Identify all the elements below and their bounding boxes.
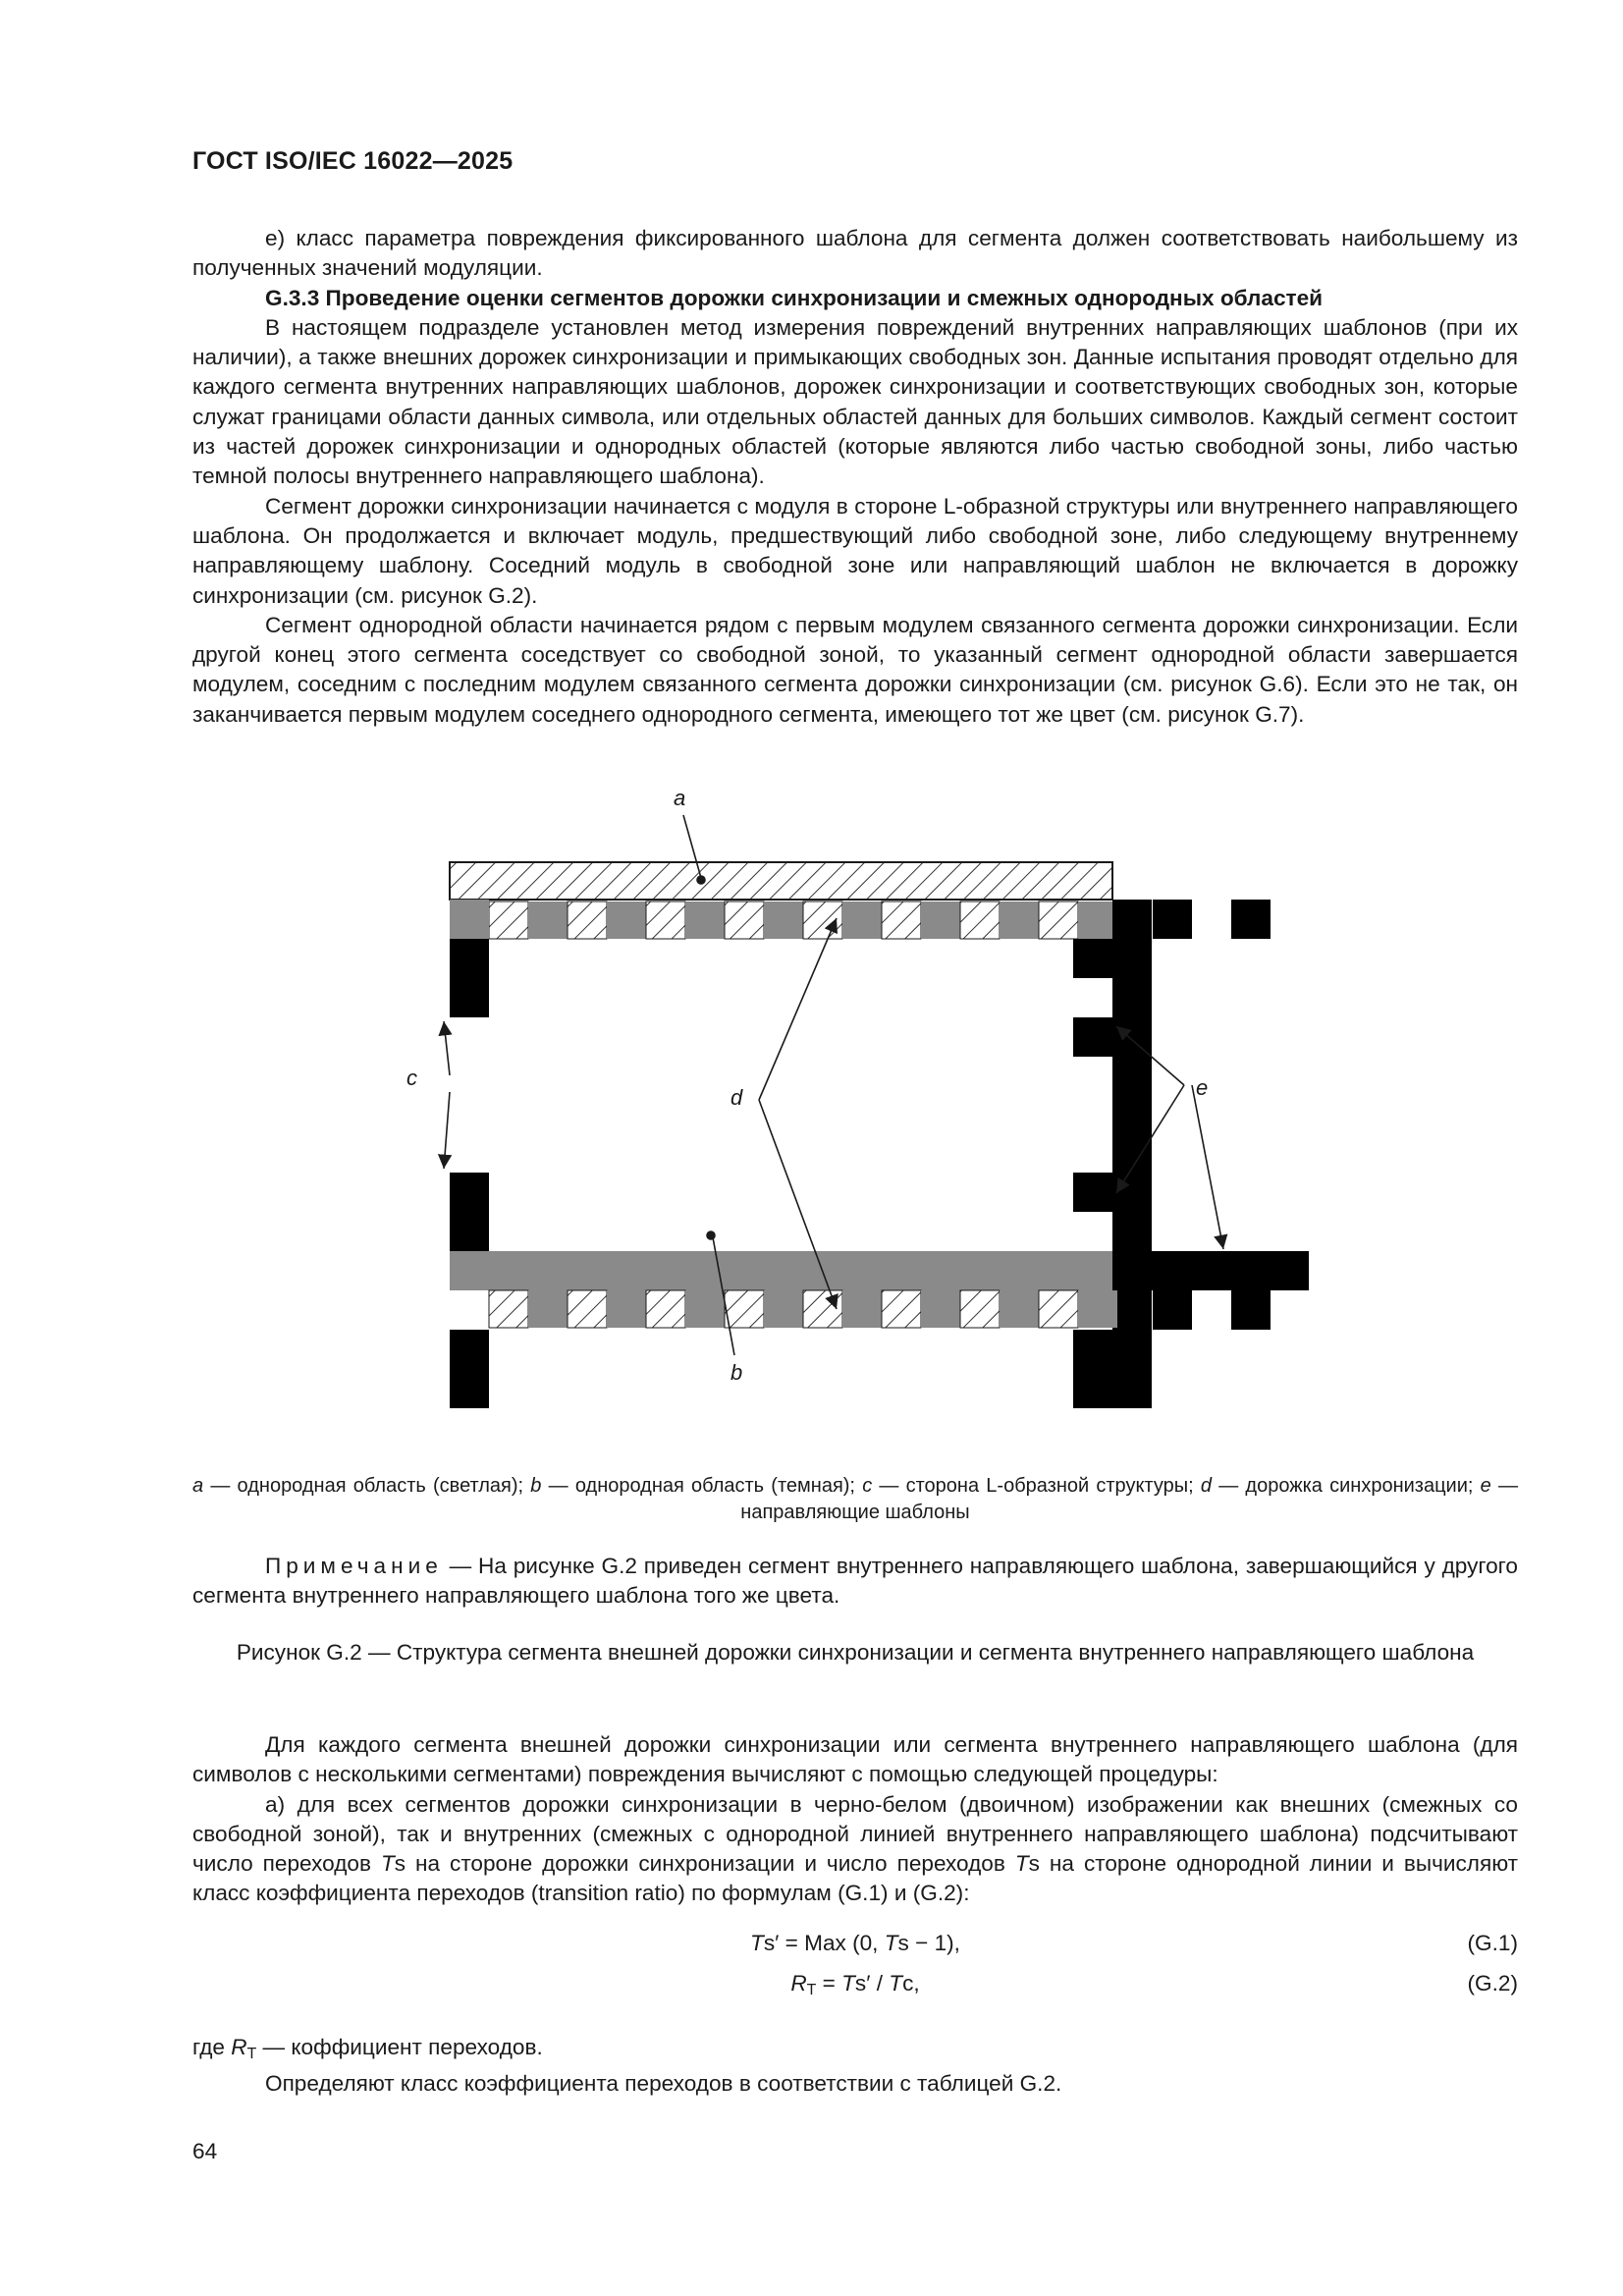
legend-text-b: — однородная область (темная); — [541, 1475, 863, 1497]
step-a-ts1: T — [380, 1851, 395, 1877]
timing-module — [607, 1290, 646, 1328]
paragraph-step-a — [192, 1790, 1518, 1909]
guide-tooth — [1073, 1173, 1112, 1212]
paragraph-procedure: Для каждого сегмента внешней дорожки синхронизации или сегмента внутреннего направляющего шаблона (для символов с несколькими сегментами) повреждения вычисляют с помощью следующей процедуры: — [192, 1732, 1518, 1787]
timing-module — [1039, 1290, 1078, 1328]
timing-module — [921, 902, 960, 939]
formula-g1-number: (G.1) — [1467, 1931, 1518, 1955]
timing-module — [1078, 902, 1117, 939]
paragraph-final: Определяют класс коэффициента переходов в соответствии с таблицей G.2. — [265, 2071, 1062, 2097]
legend-text-a: — однородная область (светлая); — [203, 1475, 531, 1497]
isolated-modules — [1153, 900, 1271, 939]
timing-module — [607, 902, 646, 939]
g1-T2: T — [884, 1931, 898, 1955]
g2-R: R — [790, 1971, 807, 1995]
g1-T: T — [750, 1931, 764, 1955]
paragraph-e: е) класс параметра повреждения фиксированного шаблона для сегмента должен соответствовать наибольшему из полученных значений модуляции. — [192, 226, 1518, 281]
l-side-top — [450, 900, 489, 1017]
label-a: a — [674, 786, 686, 810]
formula-g2-number: (G.2) — [1467, 1971, 1518, 1995]
paragraph-timing-segment: Сегмент дорожки синхронизации начинается с модуля в стороне L-образной структуры или внутреннего направляющего шаблона. Он продолжается и включает модуль, предшествующий либо свободной зоне, либо следующему внутреннему направляющему шаблону. Соседний модуль в свободной зоне или направляющий шаблон не включается в дорожку синхронизации (см. рисунок G.2). — [192, 493, 1518, 608]
timing-module — [568, 902, 607, 939]
timing-module — [685, 1290, 725, 1328]
timing-module — [764, 902, 803, 939]
l-side-bottom — [450, 1173, 489, 1408]
where-text: — коффициент переходов. — [256, 2035, 543, 2059]
timing-module — [921, 1290, 960, 1328]
closing-text — [192, 2033, 1518, 2100]
where-line — [192, 2033, 1518, 2069]
legend-key-b: b — [530, 1475, 542, 1497]
guide-tooth — [1073, 939, 1112, 978]
legend-key-c: c — [862, 1475, 873, 1497]
timing-module — [882, 902, 921, 939]
figure-g2 — [192, 776, 1518, 1453]
g2-T2: T — [889, 1971, 903, 1995]
legend-key-a: a — [192, 1475, 204, 1497]
label-c: c — [406, 1066, 417, 1090]
page-number: 64 — [192, 2139, 218, 2163]
g1-body: s′ = Max (0, — [763, 1931, 885, 1955]
step-a-part1: а) для всех сегментов дорожки синхронизации в черно-белом (двоичном) изображении как внешних (смежных со свободной зоной), так и внутренних (смежных с однородной линией внутреннего направляющего шаблона) подсчитывают число переходов — [192, 1791, 1518, 1877]
legend-text-e: — направляющие шаблоны — [740, 1475, 1518, 1523]
bottom-timing-track — [489, 1290, 1117, 1328]
guide-tooth — [1073, 1330, 1112, 1369]
figure-legend — [192, 1473, 1518, 1526]
formula-g1 — [192, 1931, 1518, 1962]
timing-module — [882, 1290, 921, 1328]
timing-module — [568, 1290, 607, 1328]
where-R: R — [231, 2035, 247, 2059]
timing-module — [725, 1290, 764, 1328]
legend-text-d: — дорожка синхронизации; — [1211, 1475, 1481, 1497]
timing-module — [842, 902, 882, 939]
g2-eq: = — [816, 1971, 842, 1995]
section-title: G.3.3 Проведение оценки сегментов дорожки синхронизации и смежных однородных областей — [265, 285, 1324, 310]
g2-T: T — [841, 1971, 855, 1995]
timing-module — [1039, 902, 1078, 939]
light-uniform-area — [450, 862, 1112, 900]
figure-caption — [192, 1638, 1518, 1667]
timing-module — [1000, 1290, 1039, 1328]
procedure-text — [192, 1730, 1518, 1909]
timing-module — [489, 1290, 528, 1328]
right-guide-pattern — [1073, 900, 1152, 1408]
timing-module — [960, 1290, 1000, 1328]
figure-note — [192, 1552, 1518, 1612]
note-text: — На рисунке G.2 приведен сегмент внутреннего направляющего шаблона, завершающийся у другого сегмента внутреннего направляющего шаблона того же цвета. — [192, 1554, 1518, 1609]
paragraph-method: В настоящем подразделе установлен метод измерения повреждений внутренних направляющих шаблонов (при их наличии), а также внешних дорожек синхронизации и примыкающих свободных зон. Данные испытания проводят отдельно для каждого сегмента внутренних направляющих шаблонов, дорожек синхронизации и соответствующих свободных зон, которые служат границами области данных символа, или отдельных областей данных для больших символов. Каждый сегмент состоит из частей дорожек синхронизации и однородных областей (которые являются либо частью свободной зоны, либо частью темной полосы внутреннего направляющего шаблона). — [192, 314, 1518, 489]
top-timing-track — [489, 902, 1117, 939]
figure-g2-diagram — [192, 776, 1518, 1453]
step-a-ts2: T — [1014, 1851, 1029, 1877]
g1-rest: s − 1), — [897, 1931, 960, 1955]
formula-g2 — [192, 1971, 1518, 2002]
guide-tooth — [1073, 1369, 1112, 1408]
where-sub: T — [246, 2046, 257, 2062]
timing-module — [1000, 902, 1039, 939]
timing-module — [646, 1290, 685, 1328]
note-label: Примечание — [265, 1554, 443, 1578]
timing-module — [842, 1290, 882, 1328]
timing-module — [960, 902, 1000, 939]
g2-body: s′ / — [854, 1971, 890, 1995]
where-prefix: где — [192, 2035, 232, 2059]
paragraph-uniform-segment: Сегмент однородной области начинается рядом с первым модулем связанного сегмента дорожки синхронизации. Если другой конец этого сегмента соседствует со свободной зоной, то указанный сегмент однородной области завершается модулем, соседним с последним модулем связанного сегмента дорожки синхронизации (см. рисунок G.6). Если это не так, он заканчивается первым модулем соседнего однородного сегмента, имеющего тот же цвет (см. рисунок G.7). — [192, 612, 1518, 727]
timing-module — [685, 902, 725, 939]
timing-module — [489, 902, 528, 939]
label-b: b — [730, 1360, 743, 1385]
dark-uniform-area — [489, 1251, 1112, 1290]
figure-caption-text: Рисунок G.2 — Структура сегмента внешней дорожки синхронизации и сегмента внутреннего направляющего шаблона — [236, 1640, 1475, 1665]
timing-module — [764, 1290, 803, 1328]
timing-module — [646, 902, 685, 939]
legend-key-d: d — [1200, 1475, 1212, 1497]
step-a-part2: s на стороне дорожки синхронизации и число переходов — [394, 1851, 1015, 1877]
timing-module — [725, 902, 764, 939]
timing-module — [1078, 1290, 1117, 1328]
timing-module — [528, 1290, 568, 1328]
legend-text-c: — сторона L-образной структуры; — [872, 1475, 1201, 1497]
legend-key-e: e — [1480, 1475, 1491, 1497]
label-e: e — [1196, 1075, 1209, 1100]
main-text — [192, 224, 1518, 730]
step-a-part3: s на стороне однородной линии и вычисляют класс коэффициента переходов (transition ratio) по формулам (G.1) и (G.2): — [192, 1851, 1519, 1906]
document-header: ГОСТ ISO/IEC 16022—2025 — [192, 147, 514, 175]
label-d: d — [730, 1085, 743, 1110]
g2-sub: T — [806, 1982, 817, 1998]
timing-module — [528, 902, 568, 939]
g2-rest: c, — [902, 1971, 920, 1995]
guide-tooth — [1073, 1017, 1112, 1057]
